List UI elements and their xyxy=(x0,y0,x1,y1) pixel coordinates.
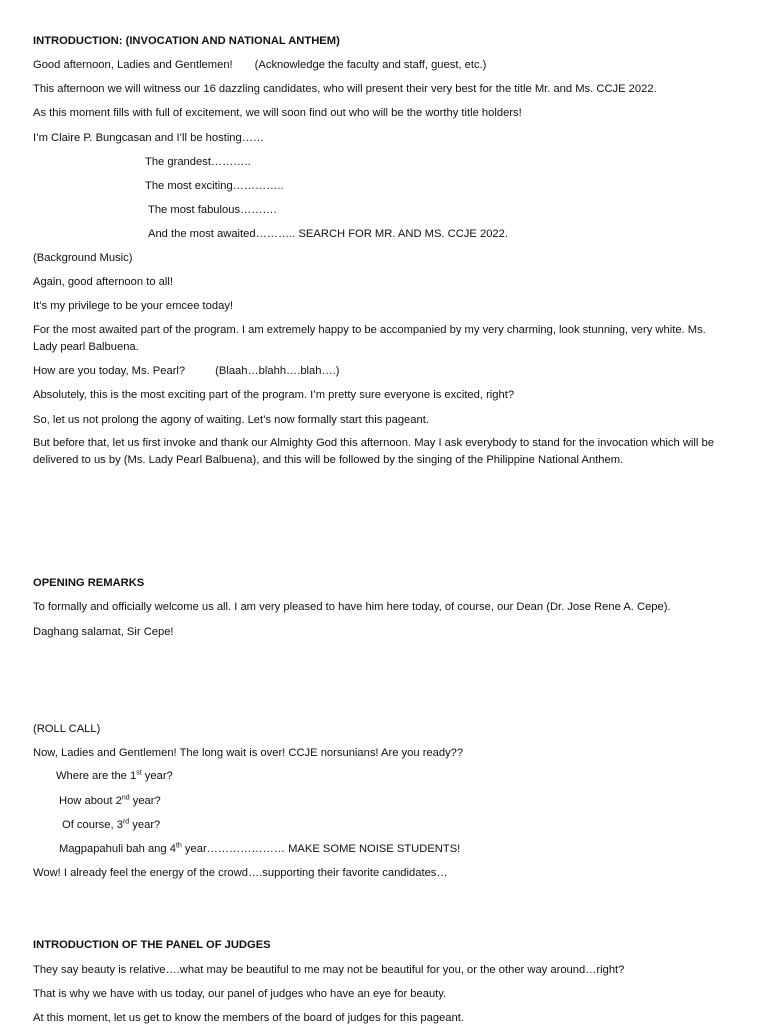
roll-call-fourth-suffix: year………………… MAKE SOME NOISE STUDENTS! xyxy=(181,843,461,855)
roll-call-third-text: Of course, 3 xyxy=(62,819,123,831)
opening-thanks: Daghang salamat, Sir Cepe! xyxy=(33,626,174,638)
intro-hosting: I’m Claire P. Bungcasan and I’ll be hosting…… xyxy=(33,132,265,144)
roll-call-energy: Wow! I already feel the energy of the crowd….supporting their favorite candidates… xyxy=(33,867,448,879)
roll-call-fourth-year xyxy=(59,842,460,856)
judges-beauty: They say beauty is relative….what may be beautiful to me may not be beautiful for you, or the other way around…right? xyxy=(33,964,625,976)
intro-witness: This afternoon we will witness our 16 dazzling candidates, who will present their very best for the title Mr. and Ms. CCJE 2022. xyxy=(33,83,657,95)
judges-members: At this moment, let us get to know the members of the board of judges for this pageant. xyxy=(33,1012,464,1024)
intro-invoke: But before that, let us first invoke and thank our Almighty God this afternoon. May I ask everybody to stand for the invocation which will be delivered to us by (Ms. Lady Pearl Balbuena), and this will be followed by the singing of the Philippine National Anthem. xyxy=(33,437,714,466)
judges-panel: That is why we have with us today, our panel of judges who have an eye for beauty. xyxy=(33,988,447,1000)
intro-absolutely: Absolutely, this is the most exciting part of the program. I’m pretty sure everyone is excited, right? xyxy=(33,389,515,401)
roll-call-fourth-sup: th xyxy=(175,842,182,850)
roll-call-third-year xyxy=(62,818,160,832)
roll-call-third-suffix: year? xyxy=(129,819,161,831)
roll-call-first-year xyxy=(56,769,173,783)
intro-fabulous: The most fabulous………. xyxy=(148,204,277,216)
intro-again: Again, good afternoon to all! xyxy=(33,276,173,288)
intro-how-are-you-line xyxy=(33,364,340,378)
roll-call-fourth-text: Magpapahuli bah ang 4 xyxy=(59,843,176,855)
intro-greeting-note: (Acknowledge the faculty and staff, guest, etc.) xyxy=(254,59,487,71)
roll-call-ready: Now, Ladies and Gentlemen! The long wait is over! CCJE norsunians! Are you ready?? xyxy=(33,747,464,759)
intro-awaited: And the most awaited……….. SEARCH FOR MR. AND MS. CCJE 2022. xyxy=(148,228,508,240)
intro-how-are-you: How are you today, Ms. Pearl? xyxy=(33,365,186,377)
roll-call-first-text: Where are the 1 xyxy=(56,770,137,782)
opening-welcome: To formally and officially welcome us all. I am very pleased to have him here today, of course, our Dean (Dr. Jose Rene A. Cepe). xyxy=(33,601,671,613)
roll-call-second-text: How about 2 xyxy=(59,795,122,807)
roll-call-third-sup: rd xyxy=(122,818,130,826)
roll-call-first-suffix: year? xyxy=(141,770,173,782)
intro-bg-music: (Background Music) xyxy=(33,252,133,264)
intro-prolong: So, let us not prolong the agony of waiting. Let’s now formally start this pageant. xyxy=(33,414,429,426)
intro-blah: (Blaah…blahh….blah….) xyxy=(215,365,340,377)
intro-greeting-line xyxy=(33,58,486,72)
intro-excitement: As this moment fills with full of excitement, we will soon find out who will be the worthy title holders! xyxy=(33,107,522,119)
intro-grandest: The grandest……….. xyxy=(145,156,251,168)
intro-heading: INTRODUCTION: (INVOCATION AND NATIONAL ANTHEM) xyxy=(33,35,340,47)
roll-call-second-sup: nd xyxy=(121,794,130,802)
intro-greeting: Good afternoon, Ladies and Gentlemen! xyxy=(33,59,233,71)
roll-call-first-sup: st xyxy=(136,769,142,777)
intro-accompanied: For the most awaited part of the program. I am extremely happy to be accompanied by my very charming, look stunning, very white. Ms. Lady pearl Balbuena. xyxy=(33,324,706,353)
judges-heading: INTRODUCTION OF THE PANEL OF JUDGES xyxy=(33,939,271,951)
opening-heading: OPENING REMARKS xyxy=(33,577,145,589)
intro-exciting: The most exciting………….. xyxy=(145,180,284,192)
roll-call-label: (ROLL CALL) xyxy=(33,723,101,735)
roll-call-second-suffix: year? xyxy=(129,795,161,807)
roll-call-second-year xyxy=(59,794,161,808)
intro-privilege: It’s my privilege to be your emcee today! xyxy=(33,300,234,312)
